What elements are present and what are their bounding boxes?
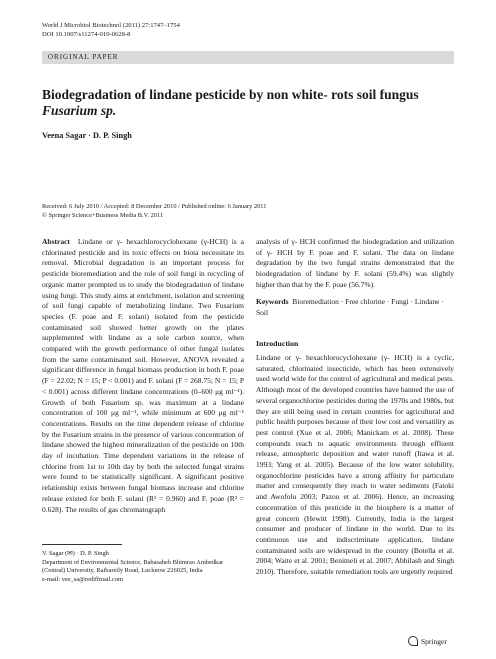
abstract-heading: Abstract	[42, 237, 70, 246]
abstract	[42, 237, 244, 515]
abstract-continued: analysis of γ- HCH confirmed the biodegradation and utilization of γ- HCH by F. poae and F. solani. The data on lindane degradation by the two fungal strains demonstrated that the biodegradation of lindane by F. solani (59.4%) was slightly higher than that by the F. poae (56.7%).	[256, 237, 454, 289]
section-label: ORIGINAL PAPER	[48, 53, 119, 61]
doi: DOI 10.1007/s11274-010-0628-8	[42, 31, 131, 38]
publisher-logo	[408, 636, 447, 646]
affiliation	[42, 550, 244, 584]
springer-horse-icon	[408, 636, 418, 646]
received-info	[42, 203, 266, 220]
affiliation-address: Department of Environmental Science, Babasaheb Bhimrao Ambedkar (Central) University, Raibareily Road, Lucknow 226025, India	[42, 558, 224, 575]
copyright: © Springer Science+Business Media B.V. 2011	[42, 211, 164, 219]
title-line-2: Fusarium sp.	[42, 103, 117, 118]
affiliation-email: e-mail: vee_sa@rediffmail.com	[42, 575, 124, 583]
keywords-text: Bioremediation · Free chlorine · Fungi · Lindane · Soil	[256, 297, 444, 317]
footnote-rule	[42, 544, 122, 545]
paper-title	[42, 87, 454, 119]
affiliation-authors: V. Sagar (✉) · D. P. Singh	[42, 550, 109, 557]
keywords-heading: Keywords	[256, 297, 289, 306]
publisher-name: Springer	[421, 636, 447, 646]
journal-info	[42, 21, 180, 39]
received-dates: Received: 6 July 2010 / Accepted: 8 December 2010 / Published online: 6 January 2011	[42, 203, 267, 210]
journal-citation: World J Microbiol Biotechnol (2011) 27:1747–1754	[42, 22, 180, 29]
introduction-heading: Introduction	[256, 339, 299, 348]
section-band	[42, 51, 454, 64]
abstract-text: Lindane or γ- hexachlorocyclohexane (γ-HCH) is a chlorinated pesticide and its toxic effects on biota necessitate its removal. Microbial degradation is an important process for pesticide bioremediation and the role of soil fungi in recycling of organic matter prompted us to study the biodegradation of lindane using fungi. This study aims at enrichment, isolation and screening of soil fungi capable of metabolizing lindane. Two Fusarium species (F. poae and F. solani) isolated from the pesticide contaminated soil showed better growth on the plates supplemented with lindane as a sole carbon source, when compared with the growth performance of other fungal isolates from the same contaminated soil. However, ANOVA revealed a significant difference in fungal biomass production in both F. poae (F = 22.02; N = 15; P < 0.001) and F. solani (F = 268.75; N = 15; P < 0.001) across different lindane concentrations (0–600 μg ml⁻¹). Growth of both Fusarium sp. was maximum at a lindane concentration of 100 μg ml⁻¹, while minimum at 600 μg ml⁻¹ concentrations. Results on the time dependent release of chlorine by the Fusarium strains in the presence of various concentration of lindane showed the highest mineralization of the pesticide on 10th day of incubation. Time dependent variations in the release of chlorine from 1st to 10th day by both the selected fungal strains were found to be statistically significant. A significant positive relationship exists between fungal biomass increase and chlorine release existed for both F. solani (R² = 0.960) and F. poae (R² = 0.628). The results of gas chromatograph	[42, 237, 244, 514]
introduction-text: Lindane or γ- hexachlorocyclohexane (γ- HCH) is a cyclic, saturated, chlorinated insecticide, which has been extensively used world wide for the control of agricultural and medical pests. Although most of the developed countries have banned the use of several organochlorine pesticides during the 1970s and 1980s, but they are still being used in certain countries for agricultural and public health purposes because of their low cost and versatility as pest control (Xue et al. 2006; Manickam et al. 2008). These compounds reach to aquatic environments through effluent release, atmospheric deposition and water runoff (Itawa et al. 1993; Yang et al. 2005). Because of the low water solubility, organochlorine pesticides have a strong affinity for particulate matter and consequently they reach to water sediments (Fatoki and Awofolu 2003; Pazou et al. 2006). Hence, an increasing concentration of this pesticide in the biosphere is a matter of great concern (Hewitt 1998). Currently, India is the largest consumer and producer of lindane in the world. Due to its continuous use and indiscriminate application, lindane contaminated soils are widespread in the country (Botella et al. 2004; Waite et al. 2001; Benimeli et al. 2007; Abhilash and Singh 2010). Therefore, suitable remediation tools are urgently required	[256, 353, 454, 577]
title-line-1: Biodegradation of lindane pesticide by non white- rots soil fungus	[42, 87, 419, 102]
keywords	[256, 297, 454, 318]
authors: Veena Sagar · D. P. Singh	[42, 131, 132, 140]
